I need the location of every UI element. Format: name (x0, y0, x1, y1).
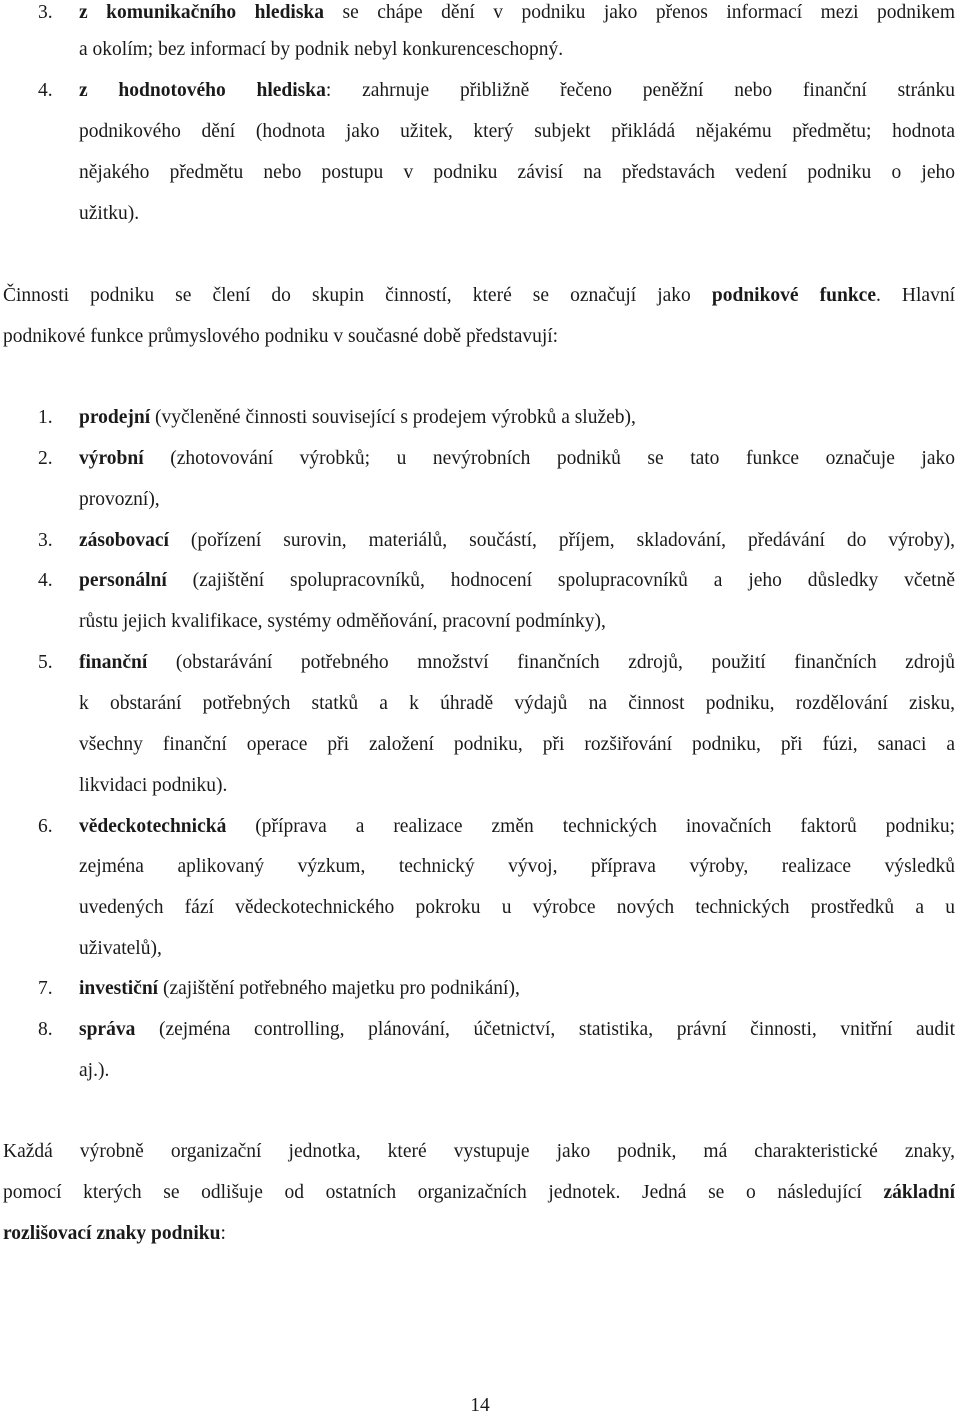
function-item-line: zejména aplikovaný výzkum, technický vývoj, příprava výroby, realizace výsledků (79, 856, 955, 877)
function-title: zásobovací (79, 530, 169, 551)
function-item-line: k obstarání potřebných statků a k úhradě výdajů na činnost podniku, rozdělování zisku, (79, 693, 955, 714)
page-number: 14 (470, 1395, 490, 1416)
list-number: 2. (38, 448, 53, 469)
paragraph-line (3, 1221, 226, 1247)
text-run: (zajištění potřebného majetku pro podnikání), (158, 978, 520, 999)
bold-term: rozlišovací znaky podniku (3, 1223, 221, 1244)
list-number: 4. (38, 570, 53, 591)
function-item-line (79, 568, 955, 594)
function-item-line (79, 650, 955, 676)
bold-term: z hodnotového hlediska (79, 80, 326, 101)
list-number: 3. (38, 2, 53, 23)
paragraph-line (3, 1180, 955, 1206)
list-number: 6. (38, 816, 53, 837)
bold-term: základní (883, 1182, 955, 1203)
text-run: (vyčleněné činnosti související s prodejem výrobků a služeb), (150, 407, 636, 428)
function-item-line (79, 1017, 955, 1043)
list-item-line: a okolím; bez informací by podnik nebyl konkurenceschopný. (79, 39, 564, 60)
function-title: personální (79, 570, 167, 591)
text-run: (zhotovování výrobků; u nevýrobních podniků se tato funkce označuje jako (143, 448, 955, 469)
bold-term: podnikové funkce (711, 285, 876, 306)
list-number: 5. (38, 652, 53, 673)
text-run: (pořízení surovin, materiálů, součástí, příjem, skladování, předávání do výroby), (168, 530, 955, 551)
paragraph-line: podnikové funkce průmyslového podniku v současné době představují: (3, 326, 559, 347)
list-number: 7. (38, 978, 53, 999)
text-run: . Hlavní (875, 285, 955, 306)
function-item-line: uvedených fází vědeckotechnického pokroku u výrobce nových technických prostředků a u (79, 897, 955, 918)
function-title: vědeckotechnická (79, 816, 227, 837)
list-number: 4. (38, 80, 53, 101)
text-run: (zajištění spolupracovníků, hodnocení spolupracovníků a jeho důsledky včetně (166, 570, 955, 591)
list-item-line: podnikového dění (hodnota jako užitek, který subjekt přikládá nějakému předmětu; hodnota (79, 121, 955, 142)
bold-term: z komunikačního hlediska (79, 2, 325, 23)
function-title: výrobní (79, 448, 144, 469)
text-run: : (220, 1223, 226, 1244)
text-run: (obstarávání potřebného množství finančních zdrojů, použití finančních zdrojů (147, 652, 955, 673)
text-run: se chápe dění v podniku jako přenos informací mezi podnikem (324, 2, 955, 23)
list-number: 1. (38, 407, 53, 428)
function-title: investiční (79, 978, 159, 999)
text-run: : zahrnuje přibližně řečeno peněžní nebo finanční stránku (325, 80, 955, 101)
function-title: prodejní (79, 407, 151, 428)
function-item-line: aj.). (79, 1060, 110, 1081)
function-item-line: růstu jejich kvalifikace, systémy odměňování, pracovní podmínky), (79, 611, 606, 632)
function-item-line: likvidaci podniku). (79, 775, 228, 796)
list-number: 3. (38, 530, 53, 551)
function-item-line: všechny finanční operace při založení podniku, při rozšiřování podniku, při fúzi, sanaci a (79, 734, 955, 755)
list-item-line (79, 0, 955, 26)
text-run: Činnosti podniku se člení do skupin činností, které se označují jako (3, 285, 712, 306)
function-item-line (79, 528, 955, 554)
paragraph-line (3, 283, 955, 309)
text-run: pomocí kterých se odlišuje od ostatních organizačních jednotek. Jedná se o následující (3, 1182, 884, 1203)
text-run: (zejména controlling, plánování, účetnictví, statistika, právní činnosti, vnitřní audit (135, 1019, 955, 1040)
list-number: 8. (38, 1019, 53, 1040)
list-item-line: nějakého předmětu nebo postupu v podniku závisí na představách vedení podniku o jeho (79, 162, 955, 183)
text-run: (příprava a realizace změn technických inovačních faktorů podniku; (226, 816, 955, 837)
function-item-line: uživatelů), (79, 938, 162, 959)
function-item-line: provozní), (79, 489, 160, 510)
list-item-line: užitku). (79, 203, 140, 224)
function-item-line (79, 405, 636, 431)
function-item-line (79, 814, 955, 840)
paragraph-line: Každá výrobně organizační jednotka, které vystupuje jako podnik, má charakteristické znaky, (3, 1141, 955, 1162)
function-item-line (79, 976, 520, 1002)
function-title: finanční (79, 652, 148, 673)
function-title: správa (79, 1019, 136, 1040)
list-item-line (79, 78, 955, 104)
function-item-line (79, 446, 955, 472)
